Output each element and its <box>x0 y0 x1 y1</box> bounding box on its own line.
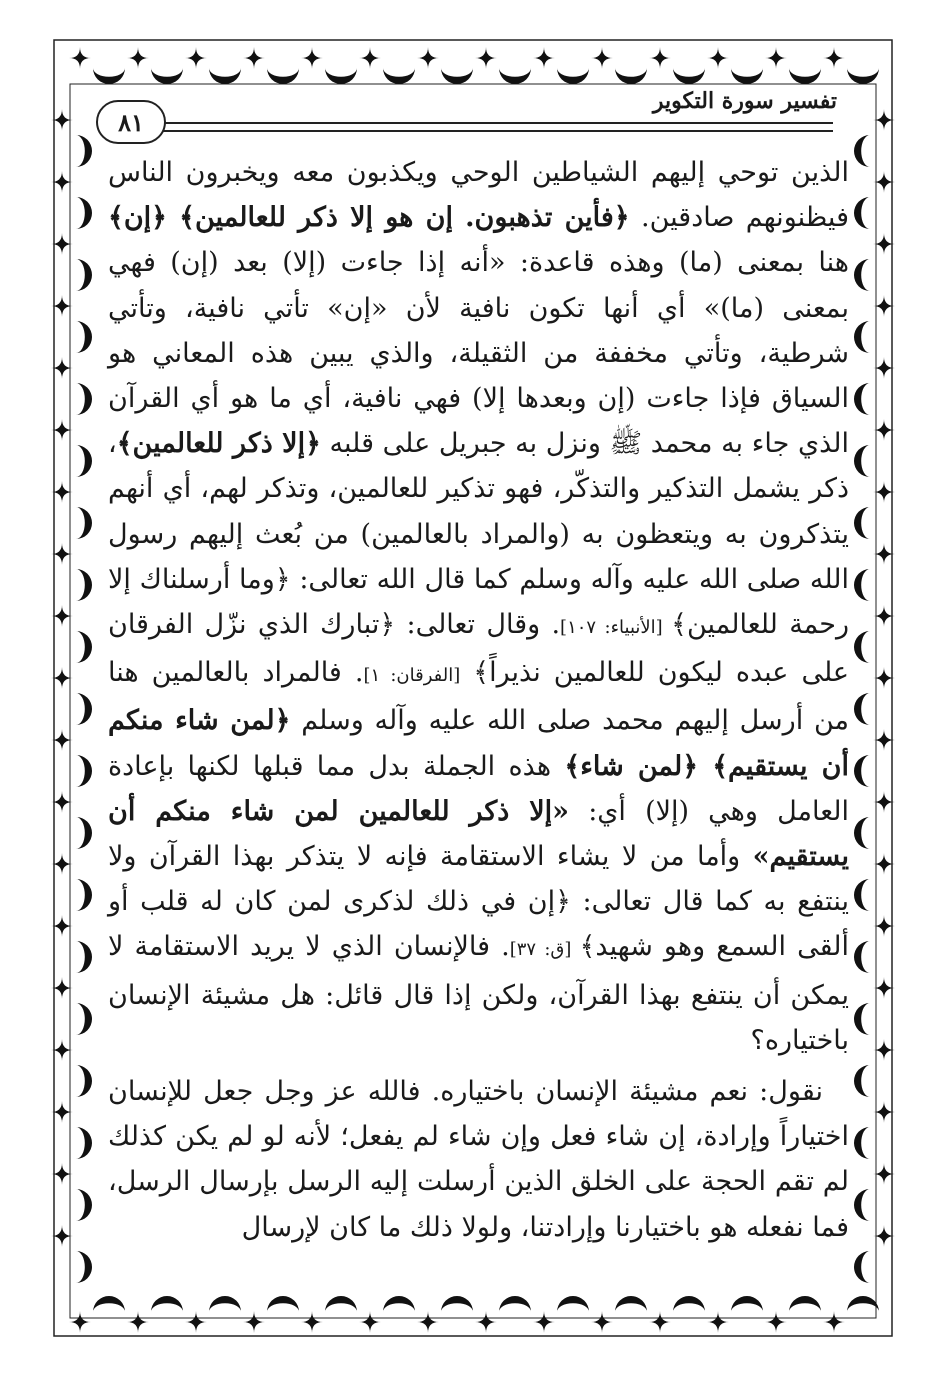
crescent-ornament <box>209 68 241 84</box>
text-segment: وأما من لا يشاء الاستقامة فإنه لا يتذكر بهذا القرآن ولا ينتفع به كما قال تعالى: <box>108 841 849 918</box>
paragraph <box>108 1069 849 1250</box>
star-ornament <box>359 1311 381 1333</box>
crescent-ornament <box>854 1065 870 1097</box>
crescent-ornament <box>854 879 870 911</box>
text-segment: . وقال تعالى: ﴿تبارك الذي نزّل الفرقان على عبده ليكون للعالمين نذيراً﴾ <box>108 609 849 689</box>
crescent-ornament <box>615 68 647 84</box>
running-title: تفسير سورة التكوير <box>652 88 837 114</box>
quran-quote: ﴿إلا ذكر للعالمين﴾ <box>116 428 321 460</box>
text-segment: هنا بمعنى (ما) وهذه قاعدة: «أنه إذا جاءت (إلا) بعد (إن) فهي بمعنى (ما)» أي أنها تكون نافية لأن «إن» تأتي نافية، وتأتي شرطية، وتأتي مخففة من الثقيلة، والذي يبين هذه المعاني هو السياق فإذا جاءت (إن وبعدها إلا) فهي نافية، أي ما هو أي القرآن الذي جاء به محمد ﷺ ونزل به جبريل على قلبه <box>108 247 849 460</box>
text-segment: ﴿إن في ذلك لذكرى لمن كان له قلب أو ألقى السمع وهو شهيد﴾ <box>108 886 849 963</box>
text-segment: الذين توحي إليهم الشياطين الوحي ويكذبون معه ويخبرون الناس فيظنونهم صادقين. <box>108 157 849 234</box>
running-header <box>96 88 837 137</box>
header-rule <box>156 122 833 132</box>
crescent-ornament <box>854 1189 870 1221</box>
crescent-ornament <box>76 445 92 477</box>
crescent-ornament <box>854 631 870 663</box>
crescent-ornament <box>383 68 415 84</box>
crescent-ornament <box>854 197 870 229</box>
star-ornament <box>301 47 323 69</box>
star-ornament <box>417 47 439 69</box>
crescent-ornament <box>854 135 870 167</box>
crescent-ornament <box>499 1296 531 1312</box>
crescent-ornament <box>325 1296 357 1312</box>
crescent-ornament <box>789 1296 821 1312</box>
quran-quote: ﴿لمن شاء منكم أن يستقيم﴾ ﴿لمن شاء﴾ <box>108 705 849 782</box>
crescent-ornament <box>76 383 92 415</box>
paragraph <box>108 150 849 1063</box>
crescent-ornament <box>76 197 92 229</box>
star-ornament <box>823 47 845 69</box>
crescent-ornament <box>76 1189 92 1221</box>
crescent-ornament <box>854 693 870 725</box>
star-ornament <box>591 1311 613 1333</box>
crescent-ornament <box>76 569 92 601</box>
crescent-ornament <box>93 68 125 84</box>
crescent-ornament <box>441 1296 473 1312</box>
quran-quote: «إلا ذكر للعالمين لمن شاء منكم أن يستقيم» <box>108 795 849 873</box>
text-segment: نقول: نعم مشيئة الإنسان باختياره. فالله عز وجل جعل للإنسان اختياراً وإرادة، إن شاء فعل وإن شاء لم يفعل؛ لأنه لو لم يكن كذلك لم تقم الحجة على الخلق الذين أرسلت إليه الرسل بإرسال الرسل، فما نفعله هو باختيارنا وإرادتنا، ولولا ذلك ما كان لإرسال <box>108 1076 849 1243</box>
verse-reference: [ق: ٣٧] <box>509 939 580 961</box>
star-ornament <box>765 47 787 69</box>
crescent-ornament <box>76 817 92 849</box>
verse-reference: [الفرقان: ١] <box>363 665 461 687</box>
crescent-ornament <box>76 693 92 725</box>
crescent-ornament <box>76 507 92 539</box>
star-ornament <box>533 1311 555 1333</box>
star-ornament <box>69 1311 91 1333</box>
crescent-ornament <box>789 68 821 84</box>
star-ornament <box>533 47 555 69</box>
star-ornament <box>301 1311 323 1333</box>
crescent-ornament <box>76 1065 92 1097</box>
star-ornament <box>185 47 207 69</box>
star-ornament <box>649 47 671 69</box>
crescent-ornament <box>76 1251 92 1283</box>
text-segment: . فالإنسان الذي لا يريد الاستقامة لا يمكن أن ينتفع بهذا القرآن، ولكن إذا قال قائل: هل مشيئة الإنسان باختياره؟ <box>108 931 849 1056</box>
star-ornament <box>591 47 613 69</box>
star-ornament <box>649 1311 671 1333</box>
text-segment: ، ذكر يشمل التذكير والتذكّر، فهو تذكير للعالمين، وتذكر لهم، أي أنهم يتذكرون به ويتعظون به (والمراد بالعالمين) من بُعث إليهم رسول الله صلى الله عليه وآله وسلم كما قال الله تعالى: <box>108 428 850 595</box>
crescent-ornament <box>615 1296 647 1312</box>
text-segment: ﴿وما أرسلناك إلا رحمة للعالمين﴾ <box>108 563 850 641</box>
crescent-ornament <box>854 383 870 415</box>
star-ornament <box>127 47 149 69</box>
crescent-ornament <box>854 941 870 973</box>
crescent-ornament <box>76 321 92 353</box>
crescent-ornament <box>76 135 92 167</box>
crescent-ornament <box>93 1296 125 1312</box>
body-text <box>108 150 849 1250</box>
crescent-ornament <box>854 569 870 601</box>
crescent-ornament <box>854 1003 870 1035</box>
crescent-ornament <box>557 68 589 84</box>
quran-quote: ﴿فأين تذهبون. إن هو إلا ذكر للعالمين﴾ ﴿إن﴾ <box>108 202 630 234</box>
star-ornament <box>243 47 265 69</box>
crescent-ornament <box>854 259 870 291</box>
star-ornament <box>417 1311 439 1333</box>
crescent-ornament <box>854 445 870 477</box>
crescent-ornament <box>76 1003 92 1035</box>
crescent-ornament <box>731 1296 763 1312</box>
star-ornament <box>475 1311 497 1333</box>
star-ornament <box>475 47 497 69</box>
star-ornament <box>707 1311 729 1333</box>
crescent-ornament <box>557 1296 589 1312</box>
crescent-ornament <box>731 68 763 84</box>
crescent-ornament <box>847 1296 879 1312</box>
page-number: ٨١ <box>118 107 144 137</box>
star-ornament <box>243 1311 265 1333</box>
crescent-ornament <box>673 1296 705 1312</box>
text-segment: . فالمراد بالعالمين هنا من أرسل إليهم محمد صلى الله عليه وآله وسلم <box>108 657 850 737</box>
crescent-ornament <box>383 1296 415 1312</box>
star-ornament <box>359 47 381 69</box>
crescent-ornament <box>76 631 92 663</box>
crescent-ornament <box>151 1296 183 1312</box>
star-ornament <box>823 1311 845 1333</box>
crescent-ornament <box>854 507 870 539</box>
crescent-ornament <box>76 879 92 911</box>
crescent-ornament <box>76 1127 92 1159</box>
crescent-ornament <box>76 941 92 973</box>
star-ornament <box>765 1311 787 1333</box>
crescent-ornament <box>267 68 299 84</box>
crescent-ornament <box>854 755 870 787</box>
crescent-ornament <box>441 68 473 84</box>
page-number-badge <box>96 100 166 144</box>
text-segment: هذه الجملة بدل مما قبلها لكنها بإعادة العامل وهي (إلا) أي: <box>108 750 849 827</box>
crescent-ornament <box>151 68 183 84</box>
crescent-ornament <box>499 68 531 84</box>
crescent-ornament <box>847 68 879 84</box>
star-ornament <box>185 1311 207 1333</box>
star-ornament <box>127 1311 149 1333</box>
crescent-ornament <box>854 321 870 353</box>
crescent-ornament <box>325 68 357 84</box>
crescent-ornament <box>76 259 92 291</box>
crescent-ornament <box>854 1251 870 1283</box>
crescent-ornament <box>854 1127 870 1159</box>
verse-reference: [الأنبياء: ١٠٧] <box>560 617 672 639</box>
crescent-ornament <box>854 817 870 849</box>
crescent-ornament <box>673 68 705 84</box>
crescent-ornament <box>209 1296 241 1312</box>
crescent-ornament <box>76 755 92 787</box>
star-ornament <box>707 47 729 69</box>
star-ornament <box>69 47 91 69</box>
crescent-ornament <box>267 1296 299 1312</box>
